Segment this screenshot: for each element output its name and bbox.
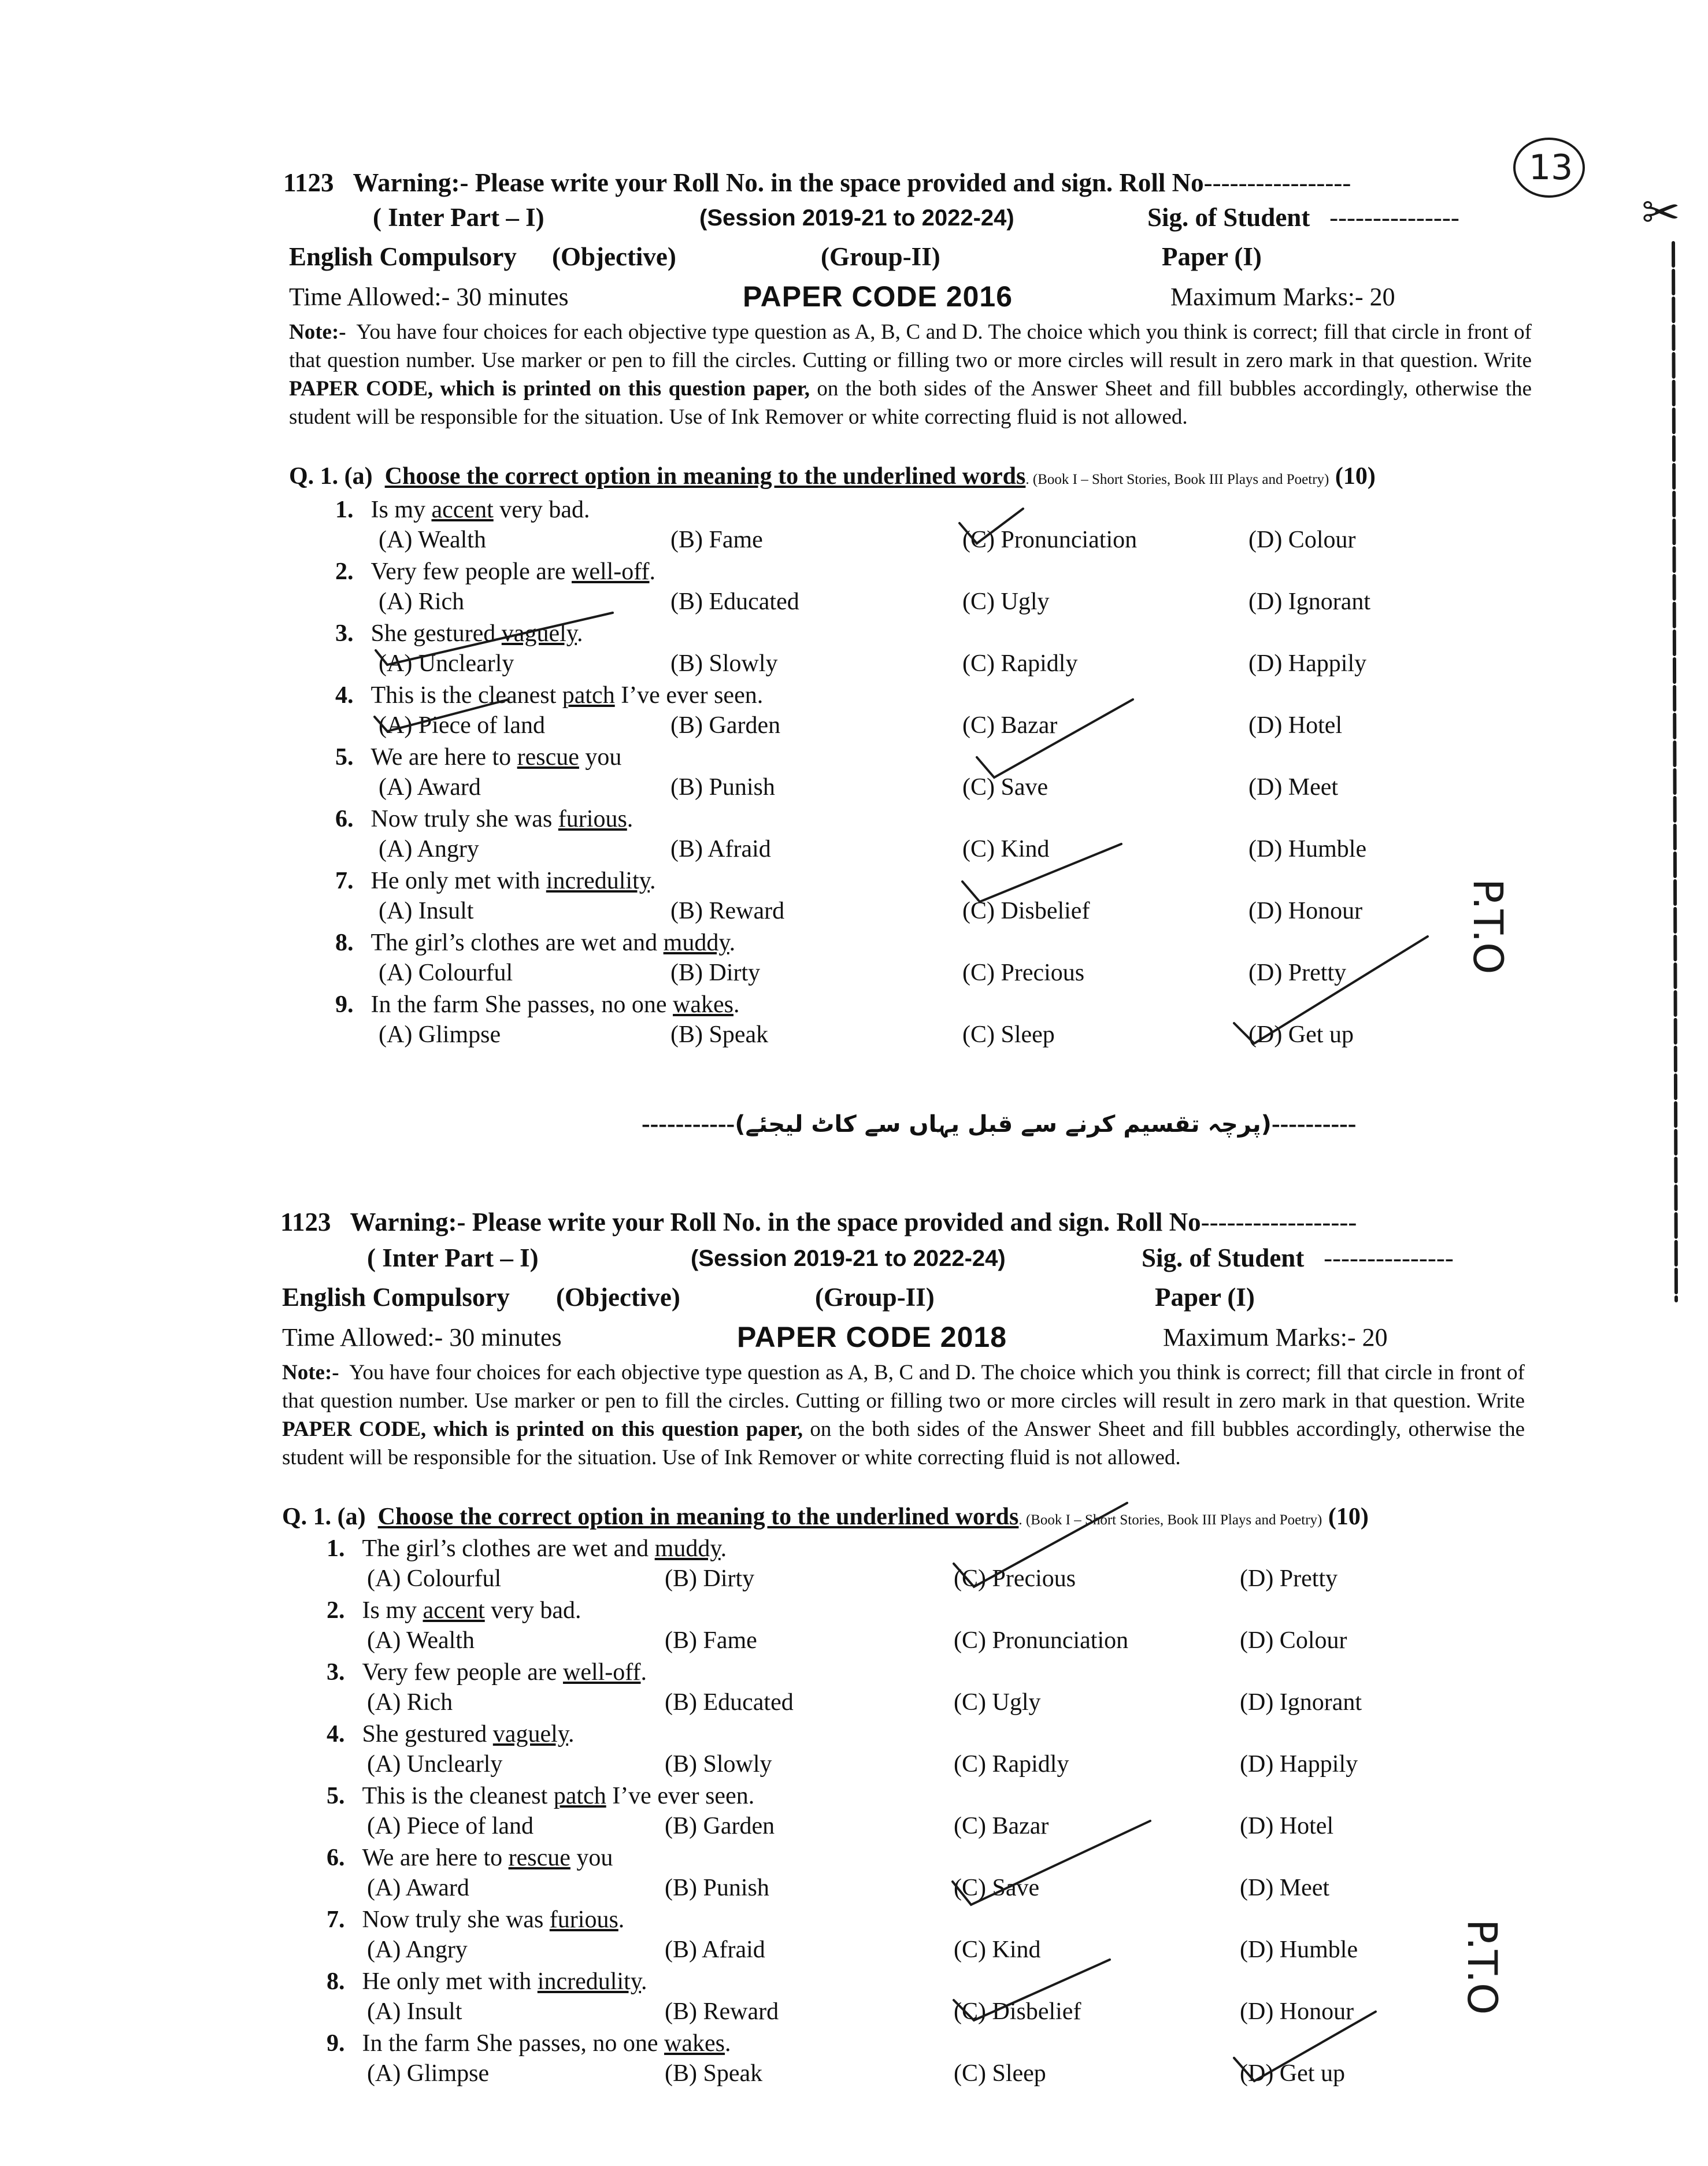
answer-option[interactable]: (C) Ugly <box>954 1689 1041 1716</box>
answer-option[interactable]: (D) Happily <box>1240 1751 1358 1778</box>
underlined-word: patch <box>562 682 615 709</box>
underlined-word: vaguely <box>501 620 577 647</box>
paper-label: Paper (I) <box>1162 242 1262 271</box>
answer-option[interactable]: (A) Glimpse <box>379 1021 501 1048</box>
answer-option[interactable]: (B) Garden <box>665 1813 775 1839</box>
question-number: 2. <box>327 1597 345 1624</box>
answer-option[interactable]: (B) Reward <box>670 898 785 924</box>
answer-option[interactable]: (D) Happily <box>1248 650 1367 677</box>
answer-option[interactable]: (A) Award <box>367 1875 469 1901</box>
underlined-word: muddy <box>663 930 729 956</box>
sig-of-student: Sig. of Student --------------- <box>1142 1243 1454 1272</box>
serial-number: 1123 <box>283 168 334 197</box>
question-number: 5. <box>327 1783 345 1809</box>
answer-option[interactable]: (B) Garden <box>670 712 781 739</box>
underlined-word: well-off <box>571 558 650 585</box>
question-heading: Q. 1. (a) Choose the correct option in meaning to the underlined words. (Book I – Short Stories, Book III Plays and Poetry) (10) <box>289 463 1376 490</box>
answer-option[interactable]: (B) Fame <box>665 1627 757 1654</box>
question-number: 9. <box>327 2030 345 2057</box>
answer-option[interactable]: (D) Meet <box>1248 774 1339 801</box>
question-stem: 2. Very few people are well-off. <box>335 558 655 585</box>
question-number: 7. <box>335 868 354 894</box>
underlined-word: wakes <box>664 2030 725 2057</box>
question-stem: 7. He only met with incredulity. <box>335 868 656 894</box>
answer-option[interactable]: (B) Speak <box>670 1021 769 1048</box>
answer-option[interactable]: (B) Afraid <box>665 1937 765 1963</box>
group-label: (Group-II) <box>815 1283 935 1312</box>
underlined-word: accent <box>431 497 494 523</box>
answer-option[interactable]: (D) Humble <box>1248 836 1367 862</box>
answer-option[interactable]: (D) Honour <box>1240 1998 1354 2025</box>
answer-option[interactable]: (A) Colourful <box>379 960 513 986</box>
answer-option[interactable]: (C) Disbelief <box>962 898 1090 924</box>
answer-option[interactable]: (A) Piece of land <box>367 1813 534 1839</box>
warning-text: Warning:- Please write your Roll No. in the space provided and sign. Roll No <box>350 1208 1201 1236</box>
answer-option[interactable]: (C) Kind <box>954 1937 1041 1963</box>
answer-option[interactable]: (A) Insult <box>367 1998 462 2025</box>
answer-option[interactable]: (C) Save <box>954 1875 1040 1901</box>
answer-option[interactable]: (D) Colour <box>1248 527 1356 553</box>
question-stem: 1. The girl’s clothes are wet and muddy. <box>327 1535 727 1562</box>
question-number: 1. <box>327 1535 345 1562</box>
answer-option[interactable]: (D) Hotel <box>1240 1813 1334 1839</box>
underlined-word: furious <box>558 806 627 832</box>
question-heading: Q. 1. (a) Choose the correct option in meaning to the underlined words. (Book I – Short Stories, Book III Plays and Poetry) (10) <box>282 1504 1369 1530</box>
answer-option[interactable]: (B) Dirty <box>665 1565 755 1592</box>
answer-option[interactable]: (D) Ignorant <box>1248 588 1371 615</box>
note-paragraph: Note:- You have four choices for each objective type question as A, B, C and D. The choice which you think is correct; fill that circle in front of that question number. Use marker or pen to fill the circles. Cutting or filling two or more circles will result in zero mark in that question. Write PAPER CODE, which is printed on this question paper, on the both sides of the Answer Sheet and fill bubbles accordingly, otherwise the student will be responsible for the situation. Use of Ink Remover or white correcting fluid is not allowed. <box>282 1361 1525 1469</box>
question-stem: 1. Is my accent very bad. <box>335 497 590 523</box>
time-allowed: Time Allowed:- 30 minutes <box>289 283 569 311</box>
answer-option[interactable]: (C) Pronunciation <box>962 527 1138 553</box>
question-number: 6. <box>327 1845 345 1871</box>
underlined-word: incredulity <box>546 868 650 894</box>
answer-option[interactable]: (B) Reward <box>665 1998 779 2025</box>
answer-option[interactable]: (A) Wealth <box>367 1627 475 1654</box>
question-stem: 9. In the farm She passes, no one wakes. <box>335 991 740 1018</box>
question-stem: 8. He only met with incredulity. <box>327 1968 647 1995</box>
sig-of-student: Sig. of Student --------------- <box>1147 203 1459 232</box>
answer-option[interactable]: (D) Humble <box>1240 1937 1358 1963</box>
answer-option[interactable]: (B) Slowly <box>670 650 778 677</box>
answer-option[interactable]: (C) Sleep <box>954 2060 1046 2087</box>
session: (Session 2019-21 to 2022-24) <box>699 205 1014 231</box>
question-stem: 8. The girl’s clothes are wet and muddy. <box>335 930 736 956</box>
question-stem: 2. Is my accent very bad. <box>327 1597 581 1624</box>
answer-option[interactable]: (A) Wealth <box>379 527 486 553</box>
inter-part: ( Inter Part – I) <box>373 203 544 232</box>
group-label: (Group-II) <box>821 242 940 271</box>
answer-option[interactable]: (C) Rapidly <box>954 1751 1069 1778</box>
question-stem: 5. This is the cleanest patch I’ve ever seen. <box>327 1783 755 1809</box>
answer-option[interactable]: (A) Unclearly <box>367 1751 503 1778</box>
question-number: 4. <box>335 682 354 709</box>
question-stem: 3. She gestured vaguely. <box>335 620 583 647</box>
answer-option[interactable]: (D) Pretty <box>1248 960 1347 986</box>
question-number: 6. <box>335 806 354 832</box>
answer-option[interactable]: (D) Get up <box>1240 2060 1345 2087</box>
answer-option[interactable]: (C) Bazar <box>962 712 1058 739</box>
serial-number: 1123 <box>280 1208 331 1236</box>
answer-option[interactable]: (A) Angry <box>367 1937 468 1963</box>
answer-option[interactable]: (D) Hotel <box>1248 712 1343 739</box>
objective-label: (Objective) <box>552 242 676 271</box>
answer-option[interactable]: (C) Bazar <box>954 1813 1049 1839</box>
answer-option[interactable]: (C) Rapidly <box>962 650 1078 677</box>
underlined-word: rescue <box>517 744 579 771</box>
answer-option[interactable]: (C) Save <box>962 774 1048 801</box>
answer-option[interactable]: (B) Punish <box>670 774 775 801</box>
cut-line <box>1673 243 1676 1301</box>
answer-option[interactable]: (A) Piece of land <box>379 712 546 739</box>
answer-option[interactable]: (B) Educated <box>670 588 799 615</box>
answer-option[interactable]: (B) Slowly <box>665 1751 772 1778</box>
underlined-word: rescue <box>508 1845 570 1871</box>
question-number: 4. <box>327 1721 345 1747</box>
answer-option[interactable]: (C) Ugly <box>962 588 1050 615</box>
header-line-1 <box>283 168 1351 198</box>
answer-option[interactable]: (B) Fame <box>670 527 763 553</box>
roll-dashes: ----------------- <box>1203 168 1351 197</box>
side-pto-2: P.T.O <box>1458 1919 1506 2015</box>
answer-option[interactable]: (D) Colour <box>1240 1627 1347 1654</box>
question-number: 7. <box>327 1906 345 1933</box>
subject: English Compulsory <box>282 1283 510 1312</box>
time-allowed: Time Allowed:- 30 minutes <box>282 1323 562 1352</box>
question-number: 1. <box>335 497 354 523</box>
answer-option[interactable]: (C) Sleep <box>962 1021 1055 1048</box>
paper-code: PAPER CODE 2016 <box>743 280 1013 313</box>
question-stem: 5. We are here to rescue you <box>335 744 622 771</box>
question-number: 8. <box>327 1968 345 1995</box>
page-number-circle <box>1514 139 1584 197</box>
answer-option[interactable]: (A) Rich <box>367 1689 453 1716</box>
answer-option[interactable]: (C) Precious <box>962 960 1085 986</box>
answer-option[interactable]: (C) Pronunciation <box>954 1627 1129 1654</box>
header-line-2 <box>373 202 544 232</box>
roll-dashes: ------------------ <box>1201 1208 1357 1236</box>
question-stem: 7. Now truly she was furious. <box>327 1906 625 1933</box>
question-stem: 3. Very few people are well-off. <box>327 1659 647 1686</box>
underlined-word: accent <box>423 1597 485 1624</box>
underlined-word: patch <box>553 1783 606 1809</box>
question-stem: 6. Now truly she was furious. <box>335 806 633 832</box>
underlined-word: well-off <box>562 1659 641 1686</box>
question-stem: 4. She gestured vaguely. <box>327 1721 575 1747</box>
answer-option[interactable]: (B) Punish <box>665 1875 769 1901</box>
answer-option[interactable]: (D) Ignorant <box>1240 1689 1362 1716</box>
answer-option[interactable]: (D) Get up <box>1248 1021 1354 1048</box>
answer-option[interactable]: (A) Angry <box>379 836 479 862</box>
answer-option[interactable]: (D) Meet <box>1240 1875 1330 1901</box>
answer-option[interactable]: (C) Precious <box>954 1565 1076 1592</box>
scissors-icon: ✂ <box>1642 186 1681 239</box>
warning-text: Warning:- Please write your Roll No. in the space provided and sign. Roll No <box>353 168 1204 197</box>
answer-option[interactable]: (D) Honour <box>1248 898 1363 924</box>
answer-option[interactable]: (A) Unclearly <box>379 650 514 677</box>
question-stem: 6. We are here to rescue you <box>327 1845 613 1871</box>
question-number: 5. <box>335 744 354 771</box>
answer-option[interactable]: (A) Glimpse <box>367 2060 490 2087</box>
answer-option[interactable]: (B) Afraid <box>670 836 771 862</box>
question-number: 9. <box>335 991 354 1018</box>
question-number: 8. <box>335 930 354 956</box>
underlined-word: incredulity <box>537 1968 642 1995</box>
note-paragraph: Note:- You have four choices for each objective type question as A, B, C and D. The choice which you think is correct; fill that circle in front of that question number. Use marker or pen to fill the circles. Cutting or filling two or more circles will result in zero mark in that question. Write PAPER CODE, which is printed on this question paper, on the both sides of the Answer Sheet and fill bubbles accordingly, otherwise the student will be responsible for the situation. Use of Ink Remover or white correcting fluid is not allowed. <box>289 320 1532 429</box>
answer-option[interactable]: (A) Award <box>379 774 481 801</box>
answer-option[interactable]: (B) Educated <box>665 1689 794 1716</box>
cut-divider: -----------(پرچہ تقسیم کرنے سے قبل یہاں سے کاٹ لیجئے)---------- <box>642 1109 1357 1138</box>
divider-urdu-text: (پرچہ تقسیم کرنے سے قبل یہاں سے کاٹ لیجئے) <box>735 1111 1272 1138</box>
question-stem: 9. In the farm She passes, no one wakes. <box>327 2030 731 2057</box>
side-pto-1: P.T.O <box>1464 879 1511 975</box>
paper-code: PAPER CODE 2018 <box>737 1321 1007 1353</box>
answer-option[interactable]: (C) Disbelief <box>954 1998 1081 2025</box>
answer-option[interactable]: (A) Insult <box>379 898 474 924</box>
objective-label: (Objective) <box>556 1283 680 1312</box>
maximum-marks: Maximum Marks:- 20 <box>1170 283 1395 311</box>
answer-option[interactable]: (A) Rich <box>379 588 465 615</box>
answer-option[interactable]: (C) Kind <box>962 836 1050 862</box>
page-number-text: 13 <box>1529 147 1573 188</box>
question-number: 2. <box>335 558 354 585</box>
answer-option[interactable]: (B) Dirty <box>670 960 761 986</box>
question-number: 3. <box>327 1659 345 1686</box>
maximum-marks: Maximum Marks:- 20 <box>1163 1323 1388 1352</box>
subject: English Compulsory <box>289 242 517 271</box>
underlined-word: wakes <box>673 991 734 1018</box>
question-number: 3. <box>335 620 354 647</box>
underlined-word: furious <box>549 1906 618 1933</box>
answer-option[interactable]: (D) Pretty <box>1240 1565 1338 1592</box>
answer-option[interactable]: (B) Speak <box>665 2060 763 2087</box>
session: (Session 2019-21 to 2022-24) <box>691 1246 1006 1271</box>
underlined-word: vaguely <box>492 1721 569 1747</box>
inter-part: ( Inter Part – I) <box>367 1243 539 1272</box>
answer-option[interactable]: (A) Colourful <box>367 1565 502 1592</box>
paper-label: Paper (I) <box>1155 1283 1255 1312</box>
header-line-1 <box>280 1207 1357 1237</box>
question-stem: 4. This is the cleanest patch I’ve ever seen. <box>335 682 764 709</box>
underlined-word: muddy <box>654 1535 721 1562</box>
